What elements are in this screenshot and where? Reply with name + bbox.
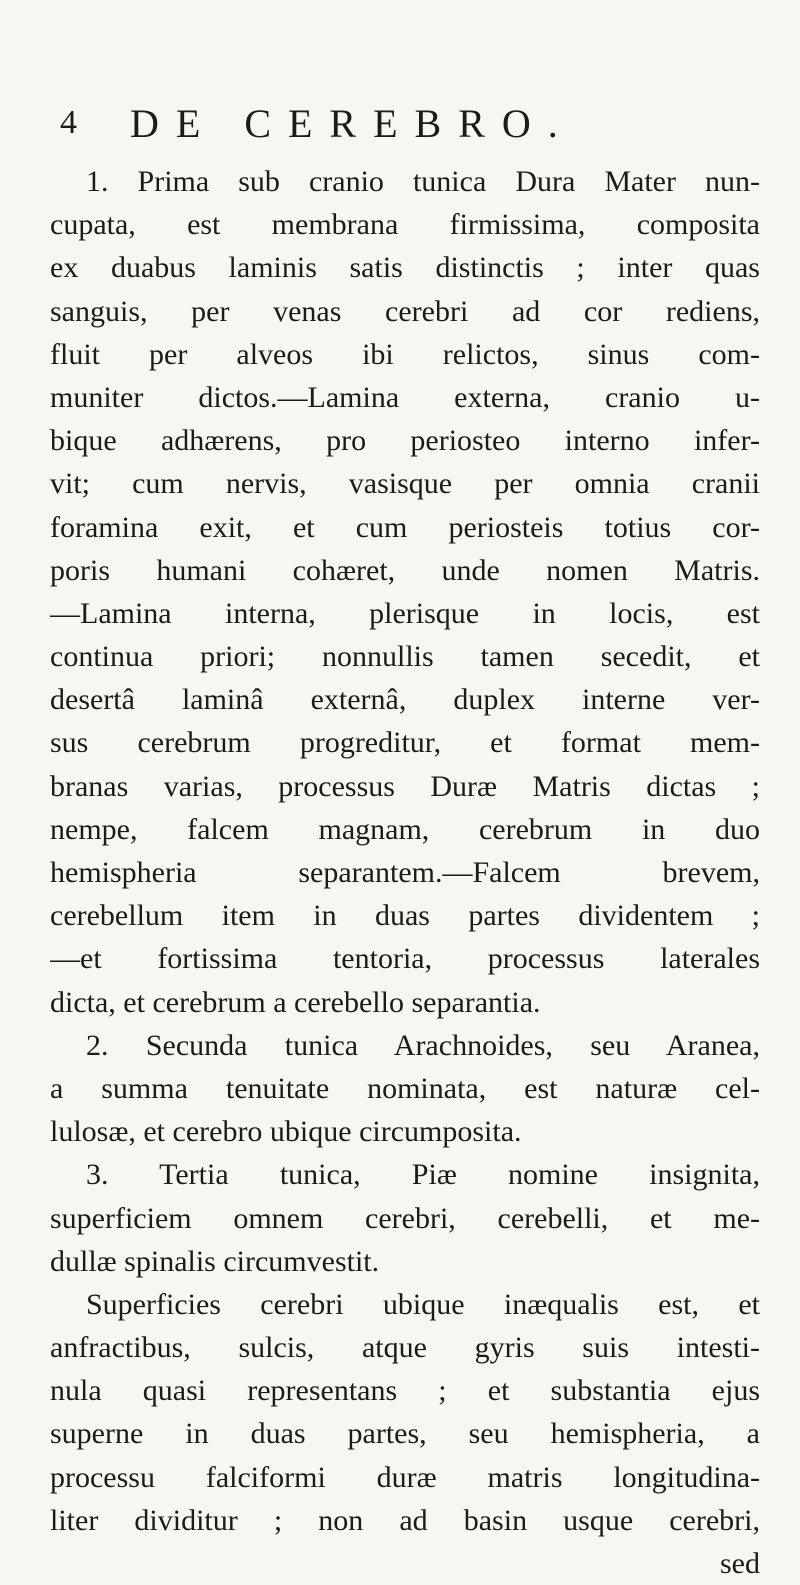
text-line: liter dividitur ; non ad basin usque cerebri, xyxy=(50,1503,760,1537)
text-line: nempe, falcem magnam, cerebrum in duo xyxy=(50,812,760,846)
text-line: —et fortissima tentoria, processus laterales xyxy=(50,942,760,976)
text-line: lulosæ, et cerebro ubique circumposita. xyxy=(50,1115,522,1149)
text-line: muniter dictos.—Lamina externa, cranio u- xyxy=(50,380,760,414)
text-line: poris humani cohæret, unde nomen Matris. xyxy=(50,553,760,587)
text-line: fluit per alveos ibi relictos, sinus com- xyxy=(50,337,760,371)
text-line: 3. Tertia tunica, Piæ nomine insignita, xyxy=(86,1158,760,1192)
text-line: sed xyxy=(720,1547,760,1580)
text-line: continua priori; nonnullis tamen secedit, et xyxy=(50,640,760,674)
text-line: cerebellum item in duas partes dividentem ; xyxy=(50,899,760,933)
text-line: 1. Prima sub cranio tunica Dura Mater nun- xyxy=(86,165,760,198)
text-line: ex duabus laminis satis distinctis ; inter quas xyxy=(50,251,760,285)
text-line: sanguis, per venas cerebri ad cor rediens, xyxy=(50,294,760,328)
text-line: bique adhærens, pro periosteo interno infer- xyxy=(50,424,760,458)
text-line: dicta, et cerebrum a cerebello separantia. xyxy=(50,985,541,1019)
text-line: foramina exit, et cum periosteis totius cor- xyxy=(50,510,760,544)
text-line: Superficies cerebri ubique inæqualis est, et xyxy=(86,1287,760,1321)
text-line: hemispheria separantem.—Falcem brevem, xyxy=(50,856,760,889)
text-line: superne in duas partes, seu hemispheria, a xyxy=(50,1417,760,1451)
text-line: 2. Secunda tunica Arachnoides, seu Aranea, xyxy=(86,1028,760,1062)
text-line: dullæ spinalis circumvestit. xyxy=(50,1244,380,1278)
text-line: vit; cum nervis, vasisque per omnia cranii xyxy=(50,467,760,501)
text-line: branas varias, processus Duræ Matris dictas ; xyxy=(50,769,760,803)
text-line: desertâ laminâ externâ, duplex interne ver- xyxy=(50,683,760,717)
text-line: processu falciformi duræ matris longitudina- xyxy=(50,1460,760,1494)
running-title: DE CEREBRO. xyxy=(130,101,575,146)
text-line: a summa tenuitate nominata, est naturæ cel- xyxy=(50,1071,760,1105)
text-line: cupata, est membrana firmissima, composita xyxy=(50,208,760,242)
page-header xyxy=(60,100,760,150)
text-line: nula quasi representans ; et substantia ejus xyxy=(50,1374,760,1408)
text-line: superficiem omnem cerebri, cerebelli, et me- xyxy=(50,1201,760,1235)
text-line: anfractibus, sulcis, atque gyris suis intesti- xyxy=(50,1331,760,1365)
text-line: sus cerebrum progreditur, et format mem- xyxy=(50,726,760,760)
body-text xyxy=(50,160,760,1585)
text-line: —Lamina interna, plerisque in locis, est xyxy=(50,596,760,630)
page-number: 4 xyxy=(60,104,77,141)
